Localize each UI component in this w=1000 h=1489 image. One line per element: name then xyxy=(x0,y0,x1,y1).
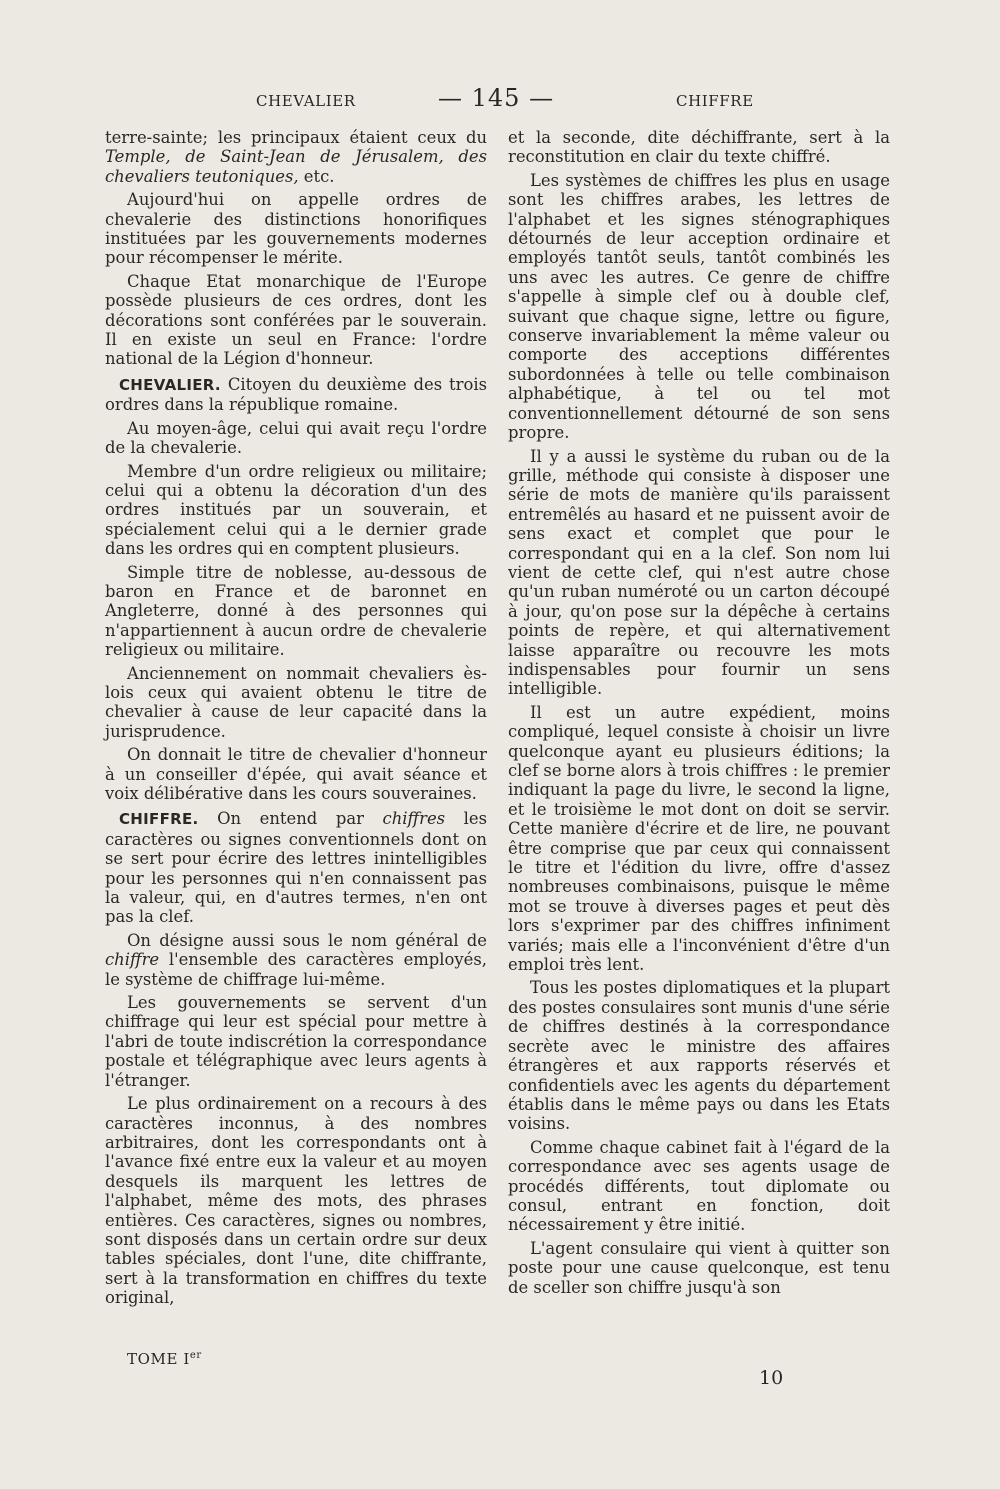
paragraph: L'agent consulaire qui vient à quitter son poste pour une cause quelconque, est tenu de sceller son chiffre jusqu'à son xyxy=(508,1238,890,1297)
paragraph: Anciennement on nommait chevaliers ès-lois ceux qui avaient obtenu le titre de chevalier à cause de leur capacité dans la jurisprudence. xyxy=(105,663,487,741)
paragraph: Il y a aussi le système du ruban ou de la grille, méthode qui consiste à disposer une série de mots de manière qu'ils paraissent entremêlés au hasard et ne puissent avoir de sens exact et complet que pour le correspondant qui en a la clef. Son nom lui vient de cette clef, qui n'est autre chose qu'un ruban numéroté ou un carton découpé à jour, qu'on pose sur la dépêche à certains points de repère, et qui alternativement laisse apparaître ou recouvre les mots indispensables pour fournir un sens intelligible. xyxy=(508,446,890,699)
paragraph: Comme chaque cabinet fait à l'égard de la correspondance avec ses agents usage de procédés différents, tout diplomate ou consul, entrant en fonction, doit nécessairement y être initié. xyxy=(508,1137,890,1235)
running-head-left: CHEVALIER xyxy=(256,92,356,110)
volume-signature xyxy=(127,1350,202,1368)
entry-headword: CHEVALIER. xyxy=(119,375,221,394)
text: Citoyen du deuxième des trois ordres dans la république romaine. xyxy=(105,374,487,415)
volume-label: TOME I xyxy=(127,1350,190,1368)
paragraph xyxy=(105,931,487,989)
paragraph: Tous les postes diplomatiques et la plupart des postes consulaires sont munis d'une série de chiffres destinés à la correspondance secrète avec le ministre des affaires étrangères et aux rapports réservés et confidentiels avec les agents du département établis dans le même pays ou dans les Etats voisins. xyxy=(508,978,890,1134)
paragraph: Au moyen-âge, celui qui avait reçu l'ordre de la chevalerie. xyxy=(105,418,487,458)
text: terre-sainte; les principaux étaient ceux du xyxy=(105,128,487,147)
paragraph: Simple titre de noblesse, au-dessous de baron en France et de baronnet en Angleterre, donné à des personnes qui n'appartiennent à aucun ordre de chevalerie religieux ou militaire. xyxy=(105,562,487,660)
paragraph: Il est un autre expédient, moins compliqué, lequel consiste à choisir un livre quelconque ayant eu plusieurs éditions; la clef se borne alors à trois chiffres : le premier indiquant la page du livre, le second la ligne, et le troisième le mot dont on doit se servir. Cette manière d'écrire et de lire, ne pouvant être comprise que par ceux qui connaissent le titre et l'édition du livre, offre d'assez nombreuses combinaisons, puisque le même mot se trouve à diverses pages et peut dès lors s'exprimer par des chiffres infiniment variés; mais elle a l'inconvénient d'être d'un emploi très lent. xyxy=(508,702,890,975)
page-number: — 145 — xyxy=(438,84,555,112)
text: les caractères ou signes conventionnels dont on se sert pour écrire des lettres inintelligibles pour les personnes qui n'en connaissent pas la valeur, qui, en d'autres termes, n'en ont pas la clef. xyxy=(105,809,487,927)
left-column xyxy=(105,128,487,1312)
paragraph xyxy=(105,128,487,186)
italic-text: chiffres xyxy=(382,809,446,829)
paragraph: On donnait le titre de chevalier d'honneur à un conseiller d'épée, qui avait séance et voix délibérative dans les cours souveraines. xyxy=(105,745,487,803)
text: On désigne aussi sous le nom général de xyxy=(127,930,487,950)
sheet-signature: 10 xyxy=(759,1367,784,1389)
right-column xyxy=(508,128,890,1301)
paragraph: Chaque Etat monarchique de l'Europe possède plusieurs de ces ordres, dont les décorations sont conférées par le souverain. Il en existe un seul en France: l'ordre national de la Légion d'honneur. xyxy=(105,271,487,369)
paragraph: Aujourd'hui on appelle ordres de chevalerie des distinctions honorifiques instituées par les gouvernements modernes pour récompenser le mérite. xyxy=(105,190,487,268)
dictionary-entry-chiffre xyxy=(105,809,487,926)
paragraph: et la seconde, dite déchiffrante, sert à la reconstitution en clair du texte chiffré. xyxy=(508,128,890,167)
paragraph: Le plus ordinairement on a recours à des caractères inconnus, à des nombres arbitraires, dont les correspondants ont à l'avance fixé entre eux la valeur et au moyen desquels ils marquent les lettres de l'alphabet, même des mots, des phrases entières. Ces caractères, signes ou nombres, sont disposés dans un certain ordre sur deux tables spéciales, dont l'une, dite chiffrante, sert à la transformation en chiffres du texte original, xyxy=(105,1094,487,1308)
running-head-right: CHIFFRE xyxy=(676,92,754,110)
entry-headword: CHIFFRE. xyxy=(119,810,199,829)
paragraph: Membre d'un ordre religieux ou militaire; celui qui a obtenu la décoration d'un des ordres institués par un souverain, et spécialement celui qui a le dernier grade dans les ordres qui en comptent plusieurs. xyxy=(105,461,487,559)
text: l'ensemble des caractères employés, le système de chiffrage lui-même. xyxy=(105,950,487,989)
running-header xyxy=(0,84,1000,120)
italic-text: chiffre xyxy=(105,950,160,970)
italic-text: Temple, de Saint-Jean de Jérusalem, des chevaliers teutoniques, xyxy=(105,147,487,186)
paragraph: Les systèmes de chiffres les plus en usage sont les chiffres arabes, les lettres de l'alphabet et les signes sténographiques détournés de leur acception ordinaire et employés tantôt seuls, tantôt combinés les uns avec les autres. Ce genre de chiffre s'appelle à simple clef ou à double clef, suivant que chaque signe, lettre ou figure, conserve invariablement la même valeur ou comporte des acceptions différentes subordonnées à telle ou telle combinaison alphabétique, à tel ou tel mot conventionnellement détourné de son sens propre. xyxy=(508,170,890,443)
paragraph: Les gouvernements se servent d'un chiffrage qui leur est spécial pour mettre à l'abri de toute indiscrétion la correspondance postale et télégraphique avec leurs agents à l'étranger. xyxy=(105,993,487,1090)
text: On entend par xyxy=(198,809,383,829)
text: etc. xyxy=(298,166,335,186)
dictionary-entry-chevalier xyxy=(105,375,487,415)
volume-label-sup: er xyxy=(189,1350,202,1361)
